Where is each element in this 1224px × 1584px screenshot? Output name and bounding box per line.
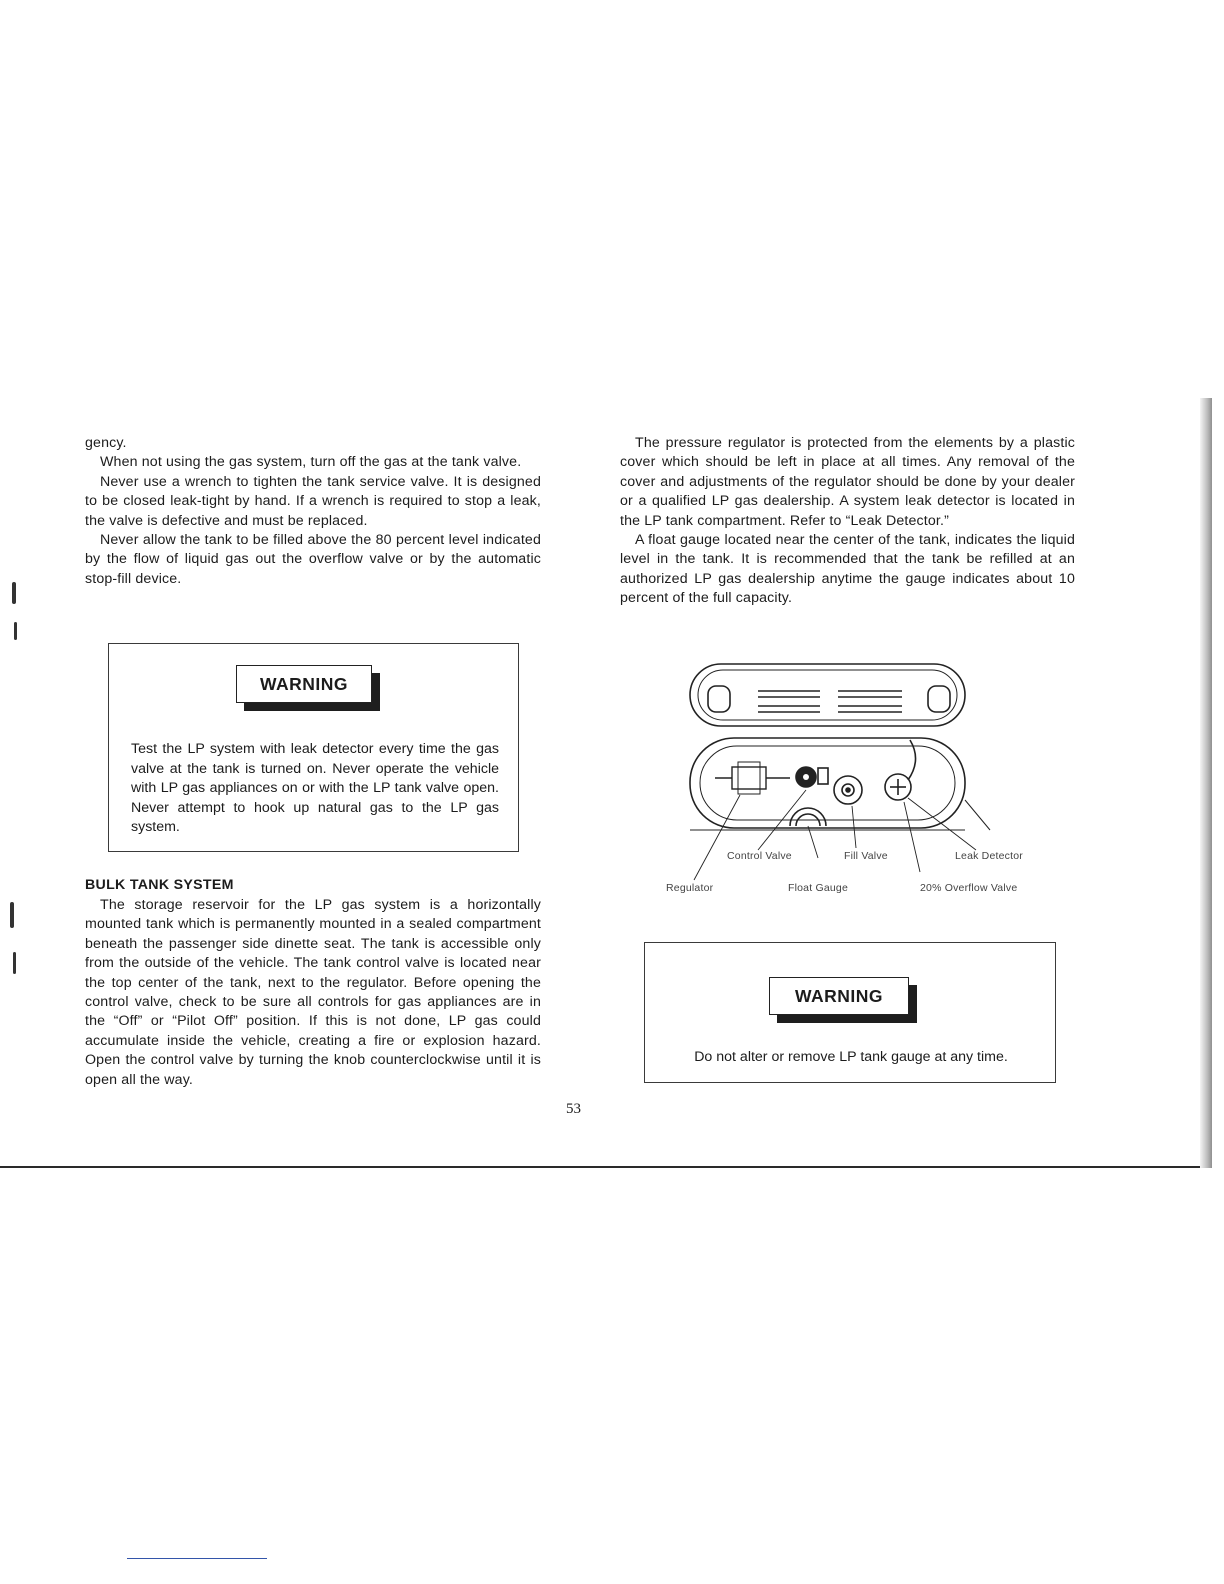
label-regulator: Regulator bbox=[666, 882, 714, 894]
label-fill-valve: Fill Valve bbox=[844, 850, 888, 862]
left-column-text bbox=[85, 434, 541, 589]
page-number: 53 bbox=[566, 1101, 581, 1117]
paragraph: When not using the gas system, turn off the gas at the tank valve. bbox=[100, 454, 522, 471]
right-column-text bbox=[620, 434, 1075, 609]
binding-mark bbox=[14, 622, 17, 640]
warning-label: WARNING bbox=[769, 977, 909, 1015]
warning-label: WARNING bbox=[236, 665, 372, 703]
binding-mark bbox=[10, 902, 14, 928]
label-control-valve: Control Valve bbox=[727, 850, 792, 862]
warning-text: Do not alter or remove LP tank gauge at any time. bbox=[694, 1049, 1008, 1065]
binding-mark bbox=[13, 952, 16, 974]
bulk-tank-text bbox=[85, 896, 541, 1090]
footer-rule bbox=[127, 1558, 267, 1559]
page-right-edge bbox=[1200, 398, 1212, 1168]
warning-text: Test the LP system with leak detector every time the gas valve at the tank is turned on. Never operate the vehicle with LP gas appliances on or with the LP tank valve open. Never attempt to hook up natural gas to the LP gas system. bbox=[131, 741, 499, 836]
page-bottom-edge bbox=[0, 1166, 1212, 1168]
paragraph: A float gauge located near the center of the tank, indicates the liquid level in the tank. It is recommended that the tank be refilled at an authorized LP gas dealership anytime the gauge indicates about 10 percent of the full capacity. bbox=[620, 532, 1075, 607]
warning-box-leak-test bbox=[108, 643, 519, 852]
paragraph: Never allow the tank to be filled above the 80 percent level indicated by the flow of liquid gas out the overflow valve or by the automatic stop-fill device. bbox=[85, 532, 541, 587]
lp-tank-diagram bbox=[660, 640, 1080, 900]
section-heading-bulk-tank: BULK TANK SYSTEM bbox=[85, 877, 234, 893]
paragraph: The storage reservoir for the LP gas system is a horizontally mounted tank which is permanently mounted in a sealed compartment beneath the passenger side dinette seat. The tank is accessible only from the outside of the vehicle. The tank control valve is located near the top center of the tank, next to the regulator. Before opening the control valve, check to be sure all controls for gas appliances are in the “Off” or “Pilot Off” position. If this is not done, LP gas could accumulate inside the vehicle, creating a fire or explosion hazard. Open the control valve by turning the knob counterclockwise until it is open all the way. bbox=[85, 897, 541, 1088]
paragraph: Never use a wrench to tighten the tank service valve. It is designed to be closed leak-tight by hand. If a wrench is required to stop a leak, the valve is defective and must be replaced. bbox=[85, 473, 541, 529]
label-leak-detector: Leak Detector bbox=[955, 850, 1023, 862]
warning-box-tank-gauge bbox=[644, 942, 1056, 1083]
binding-mark bbox=[12, 582, 16, 604]
paragraph: gency. bbox=[85, 435, 127, 451]
paragraph: The pressure regulator is protected from the elements by a plastic cover which should be left in place at all times. Any removal of the cover and adjustments of the regulator should be done by your dealer or a qualified LP gas dealership. A system leak detector is located in the LP tank compartment. Refer to “Leak Detector.” bbox=[620, 435, 1075, 529]
label-overflow-valve: 20% Overflow Valve bbox=[920, 882, 1018, 894]
label-float-gauge: Float Gauge bbox=[788, 882, 848, 894]
